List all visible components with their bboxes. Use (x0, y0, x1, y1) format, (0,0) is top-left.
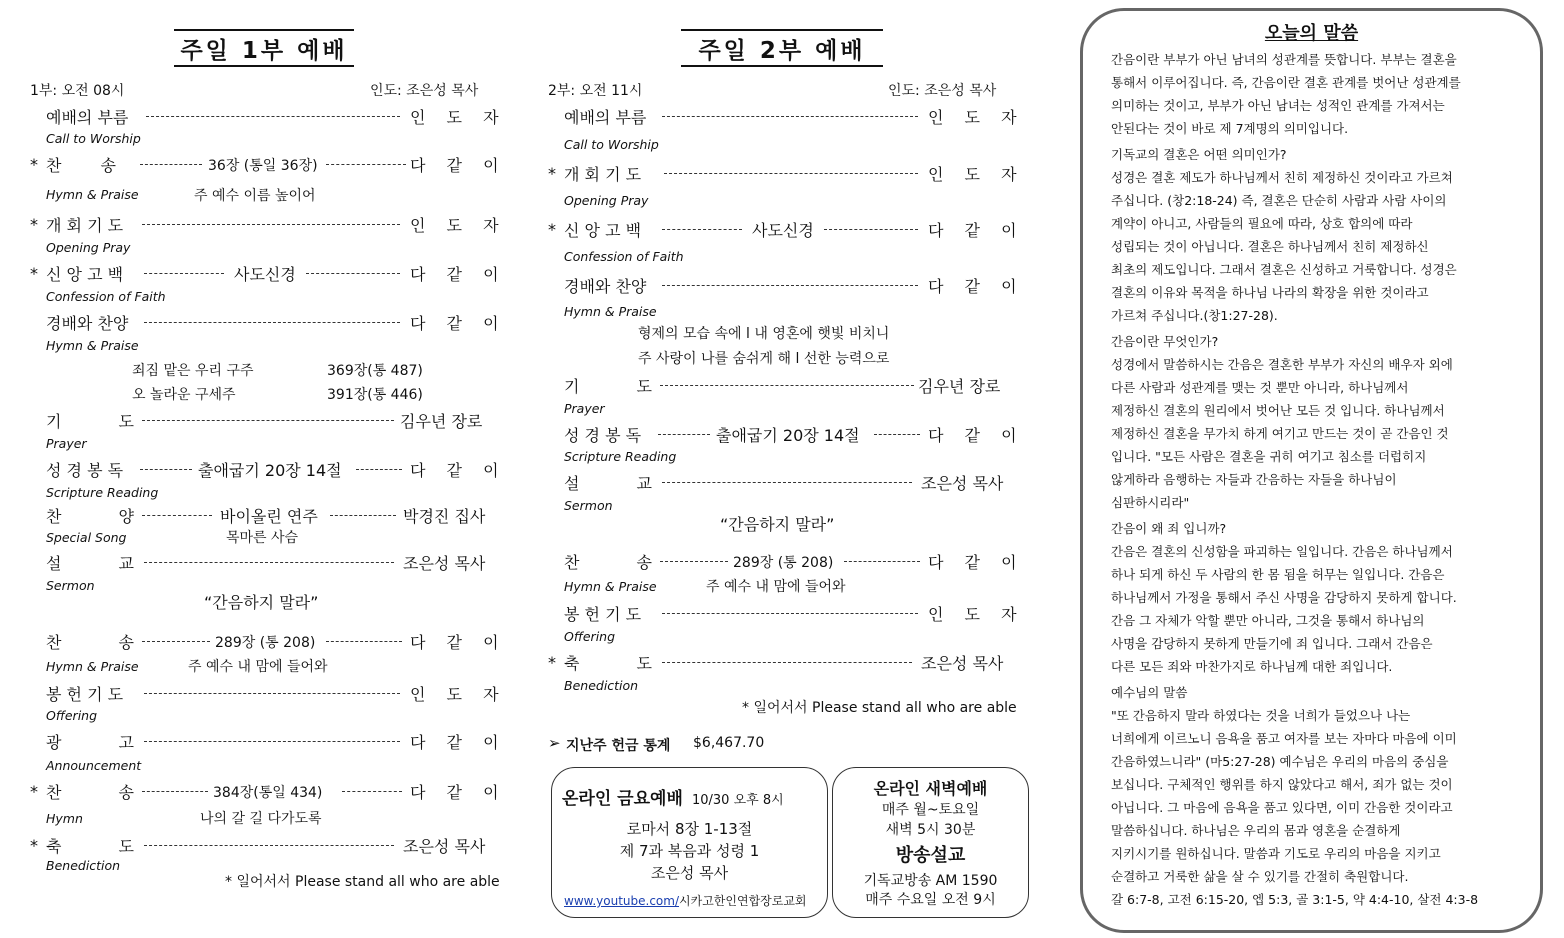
arrow-icon: ➢ (548, 734, 561, 752)
service1-leader: 인도: 조은성 목사 (370, 83, 479, 99)
word-heading: 예수님의 말씀 (1111, 685, 1188, 700)
word-line: 안된다는 것이 바로 제 7계명의 의미입니다. (1111, 121, 1349, 136)
scripture-mid: 출애굽기 20장 14절 (198, 461, 342, 480)
word-line: 하나님께서 가정을 통해서 주신 사명을 감당하지 못하게 합니다. (1111, 590, 1457, 605)
word-line: 제정하신 결혼을 무가치 하게 여기고 만드는 것이 곧 간음인 것 (1111, 426, 1449, 441)
special-label: 찬 양 (46, 507, 134, 526)
dawn-time: 새벽 5시 30분 (885, 822, 976, 838)
special-mid: 바이올린 연주 (220, 507, 318, 526)
word-line: 성경은 결혼 제도가 하나님께서 친히 제정하신 것이라고 가르쳐 (1111, 170, 1453, 185)
word-references: 갈 6:7-8, 고전 6:15-20, 엡 5:3, 골 3:1-5, 약 4:4-10, 살전 4:3-8 (1111, 892, 1479, 907)
announce-label: 광 고 (46, 733, 134, 752)
leader-dots (306, 273, 400, 274)
praise-song-1-num: 369장(통 487) (327, 363, 423, 379)
scripture-mid: 출애굽기 20장 14절 (716, 426, 860, 445)
leader-dots (142, 515, 212, 516)
friday-preacher: 조은성 목사 (650, 864, 729, 882)
stand-note: * 일어서서 Please stand all who are able (742, 700, 1017, 716)
title-rule-bottom (174, 65, 354, 67)
leader-dots (144, 562, 394, 563)
title-rule-top (681, 29, 883, 31)
opening-en: Opening Pray (564, 193, 649, 208)
friday-service-box (551, 767, 828, 918)
leader-dots (144, 322, 400, 323)
leader-dots (662, 482, 912, 483)
stand-star: * (548, 220, 556, 239)
leader-dots (662, 662, 912, 663)
word-line: 성립되는 것이 아닙니다. 결혼은 하나님께서 친히 제정하신 (1111, 239, 1429, 254)
announce-en: Announcement (46, 758, 142, 773)
hymn-label: 찬 송 (564, 553, 652, 572)
scripture-label: 성 경 봉 독 (564, 426, 642, 445)
leader-dots (326, 164, 406, 165)
leader-dots (662, 229, 742, 230)
stand-star: * (30, 782, 38, 801)
opening-who: 인 도 자 (410, 216, 507, 235)
offering-label: 봉 헌 기 도 (46, 685, 124, 704)
sermon-who: 조은성 목사 (403, 554, 486, 573)
prayer-who: 김우년 장로 (918, 377, 1001, 396)
dawn-days: 매주 월~토요일 (881, 802, 980, 818)
word-heading: 간음이란 무엇인가? (1111, 334, 1219, 349)
hymn-number: 289장 (통 208) (733, 555, 834, 571)
call-who: 인 도 자 (410, 108, 507, 127)
broadcast-time: 매주 수요일 오전 9시 (865, 892, 996, 908)
hymn2-number: 289장 (통 208) (215, 635, 316, 651)
prayer-label: 기 도 (564, 377, 652, 396)
leader-dots (142, 224, 400, 225)
hymn2-en: Hymn & Praise (46, 659, 139, 674)
dawn-title: 온라인 새벽예배 (873, 779, 988, 798)
praise-song-2-num: 391장(통 446) (327, 387, 423, 403)
offering-who: 인 도 자 (410, 685, 507, 704)
prayer-label: 기 도 (46, 412, 134, 431)
hymn-who: 다 같 이 (928, 553, 1025, 572)
leader-dots (824, 229, 918, 230)
stand-star: * (548, 653, 556, 672)
friday-passage: 로마서 8장 1-13절 (626, 820, 753, 838)
word-line: 간음 그 자체가 악할 뿐만 아니라, 그것을 통해서 하나님의 (1111, 613, 1425, 628)
service2-title: 주일 2부 예배 (698, 38, 866, 64)
announce-who: 다 같 이 (410, 733, 507, 752)
leader-dots (140, 469, 192, 470)
word-line: 심판하시리라" (1111, 495, 1190, 510)
word-line: 통해서 이루어집니다. 즉, 간음이란 결혼 관계를 벗어난 성관계를 (1111, 75, 1461, 90)
hymn2-who: 다 같 이 (410, 633, 507, 652)
creed-who: 다 같 이 (928, 221, 1025, 240)
creed-en: Confession of Faith (46, 289, 166, 304)
call-label: 예배의 부름 (564, 108, 647, 127)
scripture-en: Scripture Reading (564, 449, 677, 464)
benediction-en: Benediction (46, 858, 121, 873)
friday-when: 10/30 오후 8시 (691, 793, 784, 808)
benediction-label: 축 도 (564, 654, 652, 673)
scripture-who: 다 같 이 (928, 426, 1025, 445)
friday-lesson: 제 7과 복음과 성령 1 (619, 842, 760, 860)
sermon-en: Sermon (564, 498, 613, 513)
word-line: 너희에게 이르노니 음욕을 품고 여자를 보는 자마다 마음에 이미 (1111, 731, 1457, 746)
stand-star: * (30, 215, 38, 234)
word-line: 의미하는 것이고, 부부가 아닌 남녀는 성적인 관계를 가져서는 (1111, 98, 1445, 113)
word-heading: 간음이 왜 죄 입니까? (1111, 521, 1227, 536)
leader-dots (146, 116, 400, 117)
offering-en: Offering (564, 629, 616, 644)
sermon-title: “간음하지 말라” (720, 515, 835, 534)
service2-time: 2부: 오전 11시 (548, 83, 643, 99)
creed-mid: 사도신경 (234, 265, 296, 284)
word-line: 지키시기를 원하십니다. 말씀과 기도로 우리의 마음을 지키고 (1111, 846, 1441, 861)
hymn2-title: 주 예수 내 맘에 들어와 (188, 659, 328, 675)
word-line: 결혼의 이유와 목적을 하나님 나라의 확장을 위한 것이라고 (1111, 285, 1429, 300)
opening-label: 개 회 기 도 (564, 165, 642, 184)
leader-dots (660, 561, 728, 562)
word-line: 순결하고 거룩한 삶을 살 수 있기를 간절히 축원합니다. (1111, 869, 1409, 884)
praise-song-2: 주 사랑이 나를 숨쉬게 해 l 선한 능력으로 (638, 351, 890, 367)
praise-en: Hymn & Praise (46, 338, 139, 353)
stand-note: * 일어서서 Please stand all who are able (225, 874, 500, 890)
word-line: 아닙니다. 그 마음에 음욕을 품고 있다면, 이미 간음한 것이라고 (1111, 800, 1453, 815)
praise-song-2: 오 놀라운 구세주 (132, 387, 236, 403)
youtube-link[interactable]: www.youtube.com/ (564, 894, 680, 908)
leader-dots (660, 385, 914, 386)
opening-en: Opening Pray (46, 240, 131, 255)
stand-star: * (30, 836, 38, 855)
word-line: 입니다. "모든 사람은 결혼을 귀히 여기고 침소를 더럽히지 (1111, 449, 1427, 464)
word-line: 간음이란 부부가 아닌 남녀의 성관계를 뜻합니다. 부부는 결혼을 (1111, 52, 1457, 67)
word-heading: 기독교의 결혼은 어떤 의미인가? (1111, 147, 1287, 162)
service1-time: 1부: 오전 08시 (30, 83, 125, 99)
special-who: 박경진 집사 (403, 507, 486, 526)
leader-dots (342, 791, 402, 792)
word-line: 사명을 감당하지 못하게 만들기에 죄 입니다. 그래서 간음은 (1111, 636, 1433, 651)
creed-label: 신 앙 고 백 (46, 265, 124, 284)
todays-word-panel (1080, 8, 1543, 933)
opening-label: 개 회 기 도 (46, 216, 124, 235)
hymn2-label: 찬 송 (46, 633, 134, 652)
special-title: 목마른 사슴 (226, 530, 299, 546)
praise-who: 다 같 이 (410, 314, 507, 333)
leader-dots (330, 515, 396, 516)
dawn-service-box (832, 767, 1029, 918)
church-name: 시카고한인연합장로교회 (679, 894, 807, 908)
scripture-who: 다 같 이 (410, 461, 507, 480)
sermon-title: “간음하지 말라” (204, 593, 319, 612)
offering-en: Offering (46, 708, 98, 723)
leader-dots (142, 420, 394, 421)
leader-dots (144, 273, 224, 274)
word-line: 주십니다. (창2:18-24) 즉, 결혼은 단순히 사람과 사람 사이의 (1111, 193, 1447, 208)
word-line: 가르쳐 주십니다.(창1:27-28). (1111, 308, 1278, 323)
scripture-label: 성 경 봉 독 (46, 461, 124, 480)
prayer-who: 김우년 장로 (400, 412, 483, 431)
word-line: 최초의 제도입니다. 그래서 결혼은 신성하고 거룩합니다. 성경은 (1111, 262, 1457, 277)
title-rule-bottom (681, 65, 883, 67)
service2-leader: 인도: 조은성 목사 (888, 83, 997, 99)
praise-en: Hymn & Praise (564, 304, 657, 319)
praise-who: 다 같 이 (928, 277, 1025, 296)
stand-star: * (30, 264, 38, 283)
benediction-who: 조은성 목사 (403, 837, 486, 856)
hymn3-label: 찬 송 (46, 783, 134, 802)
praise-song-1: 형제의 모습 속에 l 내 영혼에 햇빛 비치니 (638, 326, 890, 342)
stand-star: * (548, 164, 556, 183)
prayer-en: Prayer (564, 401, 605, 416)
leader-dots (662, 613, 918, 614)
benediction-label: 축 도 (46, 837, 134, 856)
word-line: 제정하신 결혼의 원리에서 벗어난 모든 것 입니다. 하나님께서 (1111, 403, 1445, 418)
word-line: 않게하라 음행하는 자들과 간음하는 자들을 하나님이 (1111, 472, 1397, 487)
offering-stats-amount: $6,467.70 (693, 735, 765, 751)
special-en: Special Song (46, 530, 127, 545)
opening-who: 인 도 자 (928, 165, 1025, 184)
leader-dots (326, 641, 402, 642)
creed-label: 신 앙 고 백 (564, 221, 642, 240)
creed-mid: 사도신경 (752, 221, 814, 240)
leader-dots (664, 173, 918, 174)
word-line: 간음은 결혼의 신성함을 파괴하는 일입니다. 간음은 하나님께서 (1111, 544, 1453, 559)
friday-title: 온라인 금요예배 (562, 789, 683, 809)
word-line: 말씀하십니다. 하나님은 우리의 몸과 영혼을 순결하게 (1111, 823, 1401, 838)
hymn3-title: 나의 갈 길 다가도록 (200, 811, 322, 827)
sermon-label: 설 교 (564, 474, 652, 493)
praise-label: 경배와 찬양 (564, 277, 647, 296)
leader-dots (874, 434, 920, 435)
word-line: 다른 모든 죄와 마찬가지로 하나님께 대한 죄입니다. (1111, 659, 1393, 674)
offering-stats-label: 지난주 헌금 통계 (566, 738, 671, 754)
todays-word-body (1111, 48, 1531, 911)
call-who: 인 도 자 (928, 108, 1025, 127)
hymn1-who: 다 같 이 (410, 156, 507, 175)
creed-who: 다 같 이 (410, 265, 507, 284)
leader-dots (142, 791, 208, 792)
stand-star: * (30, 155, 38, 174)
todays-word-title: 오늘의 말씀 (1264, 23, 1359, 44)
benediction-en: Benediction (564, 678, 639, 693)
word-line: 계약이 아니고, 사람들의 필요에 따라, 상호 합의에 따라 (1111, 216, 1413, 231)
word-line: "또 간음하지 말라 하였다는 것을 너희가 들었으나 나는 (1111, 708, 1411, 723)
title-rule-top (174, 29, 354, 31)
word-line: 다른 사람과 성관계를 맺는 것 뿐만 아니라, 하나님께서 (1111, 380, 1409, 395)
word-line: 성경에서 말씀하시는 간음은 결혼한 부부가 자신의 배우자 외에 (1111, 357, 1453, 372)
sermon-who: 조은성 목사 (921, 474, 1004, 493)
sermon-en: Sermon (46, 578, 95, 593)
leader-dots (662, 116, 918, 117)
call-en: Call to Worship (46, 131, 141, 146)
call-label: 예배의 부름 (46, 108, 129, 127)
hymn1-label: 찬 송 (46, 156, 116, 175)
offering-label: 봉 헌 기 도 (564, 605, 642, 624)
service1-title: 주일 1부 예배 (180, 38, 348, 64)
benediction-who: 조은성 목사 (921, 654, 1004, 673)
broadcast-title: 방송설교 (895, 845, 966, 866)
word-line: 보십니다. 구체적인 행위를 하지 않았다고 해서, 죄가 없는 것이 (1111, 777, 1453, 792)
hymn1-number: 36장 (통일 36장) (208, 158, 318, 174)
word-line: 간음하였느니라" (마5:27-28) 예수님은 우리의 마음의 중심을 (1111, 754, 1449, 769)
offering-who: 인 도 자 (928, 605, 1025, 624)
leader-dots (144, 845, 394, 846)
hymn3-number: 384장(통일 434) (213, 785, 323, 801)
leader-dots (662, 285, 918, 286)
hymn-title: 주 예수 내 맘에 들어와 (706, 579, 846, 595)
leader-dots (144, 693, 400, 694)
leader-dots (844, 561, 920, 562)
hymn3-en: Hymn (46, 811, 83, 826)
praise-label: 경배와 찬양 (46, 314, 129, 333)
leader-dots (658, 434, 710, 435)
scripture-en: Scripture Reading (46, 485, 159, 500)
creed-en: Confession of Faith (564, 249, 684, 264)
prayer-en: Prayer (46, 436, 87, 451)
leader-dots (356, 469, 402, 470)
hymn-en: Hymn & Praise (564, 579, 657, 594)
hymn3-who: 다 같 이 (410, 783, 507, 802)
hymn1-title: 주 예수 이름 높이어 (194, 188, 316, 204)
sermon-label: 설 교 (46, 554, 134, 573)
broadcast-station: 기독교방송 AM 1590 (863, 873, 998, 889)
hymn1-en: Hymn & Praise (46, 187, 139, 202)
call-en: Call to Worship (564, 137, 659, 152)
leader-dots (142, 641, 210, 642)
leader-dots (144, 741, 400, 742)
praise-song-1: 죄짐 맡은 우리 구주 (132, 363, 254, 379)
word-line: 하나 되게 하신 두 사람의 한 몸 됨을 허무는 일입니다. 간음은 (1111, 567, 1445, 582)
leader-dots (140, 164, 202, 165)
